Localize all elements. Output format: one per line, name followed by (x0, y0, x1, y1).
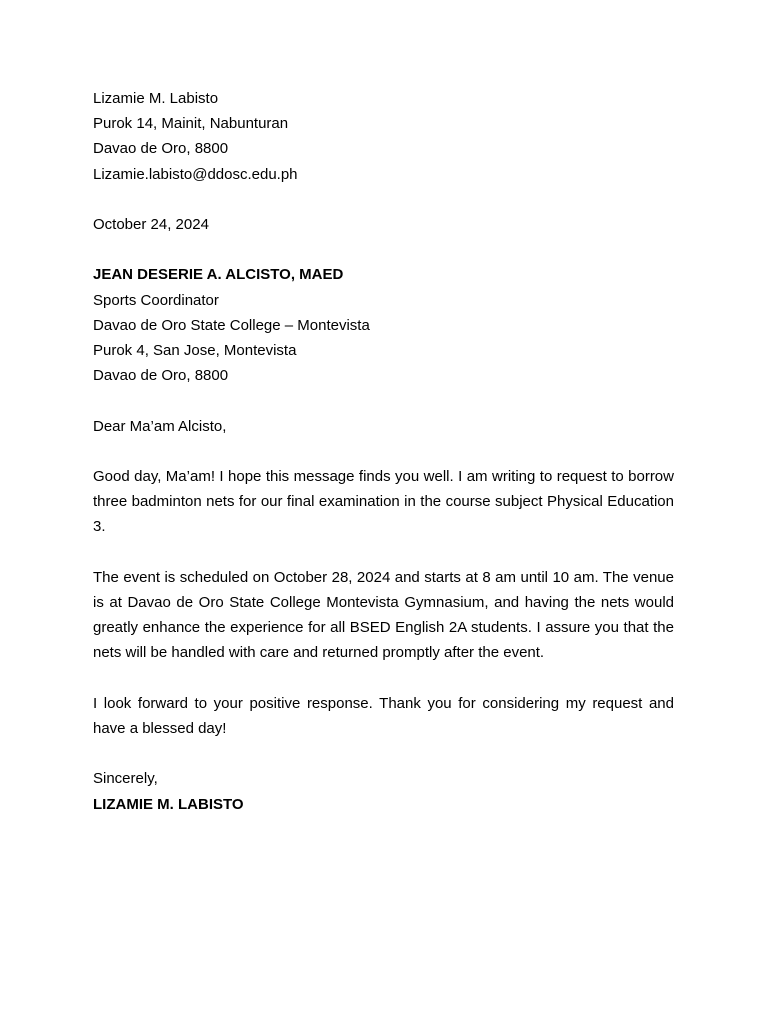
recipient-name: JEAN DESERIE A. ALCISTO, MAED (93, 266, 344, 284)
letter-date: October 24, 2024 (93, 216, 209, 233)
sender-name: Lizamie M. Labisto (93, 90, 219, 107)
recipient-address-line2: Davao de Oro, 8800 (93, 367, 229, 385)
sender-address-line1: Purok 14, Mainit, Nabunturan (93, 115, 289, 133)
body-paragraph-2: The event is scheduled on October 28, 2024 and starts at 8 am until 10 am. The venue is at Davao de Oro State College Montevista Gymnasium, and having the nets would greatly enhance the experience for all BSED English 2A students. I assure you that the nets will be handled with care and returned promptly after the event. (93, 568, 674, 662)
salutation (93, 414, 674, 439)
sender-email: Lizamie.labisto@ddosc.edu.ph (93, 165, 298, 183)
recipient-address-line1: Purok 4, San Jose, Montevista (93, 342, 297, 359)
recipient-institution: Davao de Oro State College – Montevista (93, 316, 370, 334)
body-paragraph-1: Good day, Ma’am! I hope this message finds you well. I am writing to request to borrow three badminton nets for our final examination in the course subject Physical Education 3. (93, 467, 674, 536)
closing-block (93, 766, 674, 816)
signature-name: LIZAMIE M. LABISTO (93, 795, 244, 813)
sender-address-line2: Davao de Oro, 8800 (93, 140, 229, 158)
date-block (93, 212, 674, 237)
sender-block (93, 86, 674, 187)
body-paragraph-3: I look forward to your positive response. Thank you for considering my request and have a blessed day! (93, 694, 674, 737)
salutation-text: Dear Ma’am Alcisto, (93, 417, 227, 435)
recipient-block (93, 262, 674, 388)
closing-text: Sincerely, (93, 770, 158, 788)
letter-body (93, 86, 674, 817)
recipient-title: Sports Coordinator (93, 291, 219, 309)
